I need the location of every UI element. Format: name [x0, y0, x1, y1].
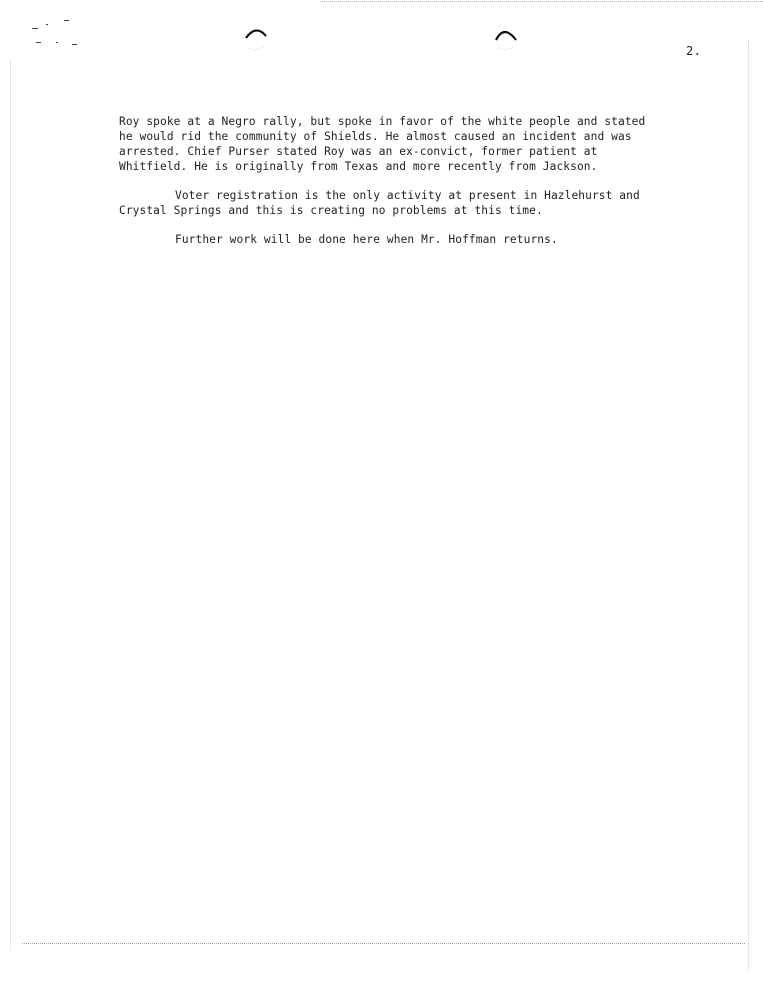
- top-edge-dotted-line: [320, 1, 763, 2]
- scan-speck: [32, 28, 38, 29]
- paragraph-voter-registration: Voter registration is the only activity at present in Hazlehurst and Crystal Springs and this is creating no problems at this time.: [119, 189, 640, 217]
- paragraph-roy: Roy spoke at a Negro rally, but spoke in favor of the white people and stated he would rid the community of Shields. He almost caused an incident and was arrested. Chief Purser stated Roy was an ex-convict, former patient at Whitfield. He is originally from Texas and more recently from Jackson.: [119, 115, 646, 173]
- scan-speck: [56, 42, 58, 43]
- scan-speck: [36, 42, 41, 43]
- paragraph-further-work: Further work will be done here when Mr. Hoffman returns.: [175, 233, 558, 246]
- punch-hole-left-icon: [244, 26, 268, 50]
- left-edge-dotted-line: [10, 60, 11, 950]
- bottom-edge-dotted-line: [22, 943, 745, 944]
- page-number: 2.: [686, 44, 702, 58]
- punch-hole-right-icon: [494, 26, 518, 50]
- scan-speck: [46, 24, 48, 25]
- scan-speck: [72, 44, 77, 45]
- right-edge-dotted-line: [748, 40, 749, 970]
- letter-body: [119, 114, 679, 261]
- scan-speck: [64, 20, 69, 21]
